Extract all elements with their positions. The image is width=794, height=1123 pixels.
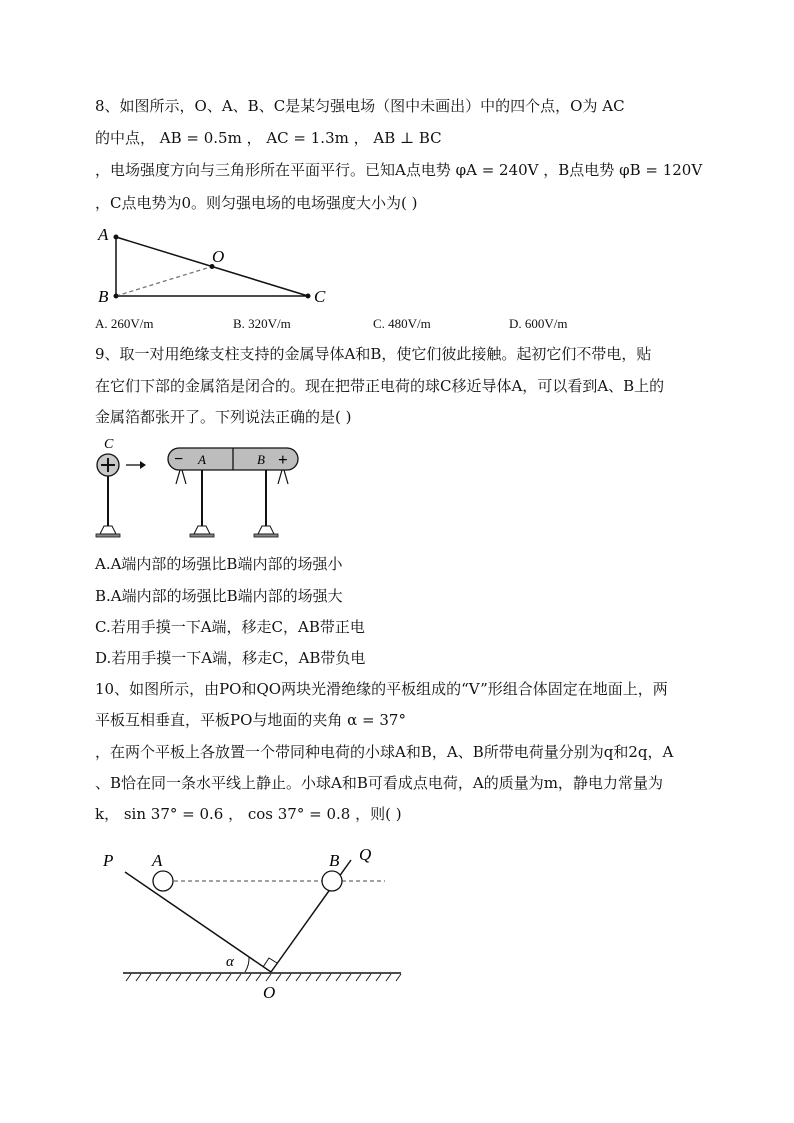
point-a-label: A: [98, 225, 109, 244]
q8-option-b: B. 320V/m: [233, 316, 291, 331]
q8-option-d: D. 600V/m: [509, 316, 568, 331]
q9-option-a: A.A端内部的场强比B端内部的场强小: [95, 555, 343, 573]
q8-line-1: 8、如图所示，O、A、B、C是某匀强电场（图中未画出）中的四个点，O为 AC: [95, 97, 625, 115]
label-q: Q: [359, 845, 372, 864]
q10-v-plates-figure: [95, 840, 415, 1010]
q10-line-1: 10、如图所示，由PO和QO两块光滑绝缘的平板组成的“V”形组合体固定在地面上，两: [95, 680, 668, 698]
q8-line-3: ，电场强度方向与三角形所在平面平行。已知A点电势 φA = 240V ，B点电势 φB = 120V: [95, 161, 703, 179]
q9-line-1: 9、取一对用绝缘支柱支持的金属导体A和B，使它们彼此接触。起初它们不带电，贴: [95, 345, 652, 363]
conductor-a-label: A: [198, 452, 206, 467]
ball-a: [153, 871, 173, 891]
label-b: B: [329, 851, 340, 870]
q9-line-3: 金属箔都张开了。下列说法正确的是( ): [95, 408, 352, 426]
conductor-b-label: B: [257, 452, 265, 467]
ball-b: [322, 871, 342, 891]
label-alpha: α: [226, 954, 234, 970]
q8-option-c: C. 480V/m: [373, 316, 431, 331]
q9-option-b: B.A端内部的场强比B端内部的场强大: [95, 587, 343, 605]
q8-line-2: 的中点， AB = 0.5m ， AC = 1.3m ， AB ⊥ BC: [95, 129, 442, 147]
point-o-label: O: [212, 247, 225, 266]
sphere-c-label: C: [104, 437, 114, 452]
q8-option-a: A. 260V/m: [95, 316, 154, 331]
conductor-minus-sign: −: [174, 451, 184, 468]
q10-line-4: 、B恰在同一条水平线上静止。小球A和B可看成点电荷，A的质量为m，静电力常量为: [95, 774, 663, 792]
point-b-label: B: [98, 287, 109, 306]
conductor-plus-sign: +: [278, 450, 288, 469]
q10-line-3: ，在两个平板上各放置一个带同种电荷的小球A和B，A、B所带电荷量分别为q和2q，A: [95, 743, 674, 761]
q9-option-c: C.若用手摸一下A端，移走C，AB带正电: [95, 618, 365, 636]
q8-line-4: ，C点电势为0。则匀强电场的电场强度大小为( ): [95, 194, 418, 212]
q10-line-5: k， sin 37° = 0.6 ， cos 37° = 0.8 ，则( ): [95, 805, 402, 823]
label-o: O: [263, 983, 276, 1002]
q8-triangle-figure: [90, 222, 350, 308]
q9-line-2: 在它们下部的金属箔是闭合的。现在把带正电荷的球C移近导体A，可以看到A、B上的: [95, 377, 665, 395]
label-p: P: [103, 851, 114, 870]
q10-line-2: 平板互相垂直，平板PO与地面的夹角 α = 37°: [95, 711, 406, 729]
point-c-label: C: [314, 287, 326, 306]
q9-conductor-figure: [90, 434, 310, 544]
q9-option-d: D.若用手摸一下A端，移走C，AB带负电: [95, 649, 366, 667]
label-a: A: [152, 851, 163, 870]
